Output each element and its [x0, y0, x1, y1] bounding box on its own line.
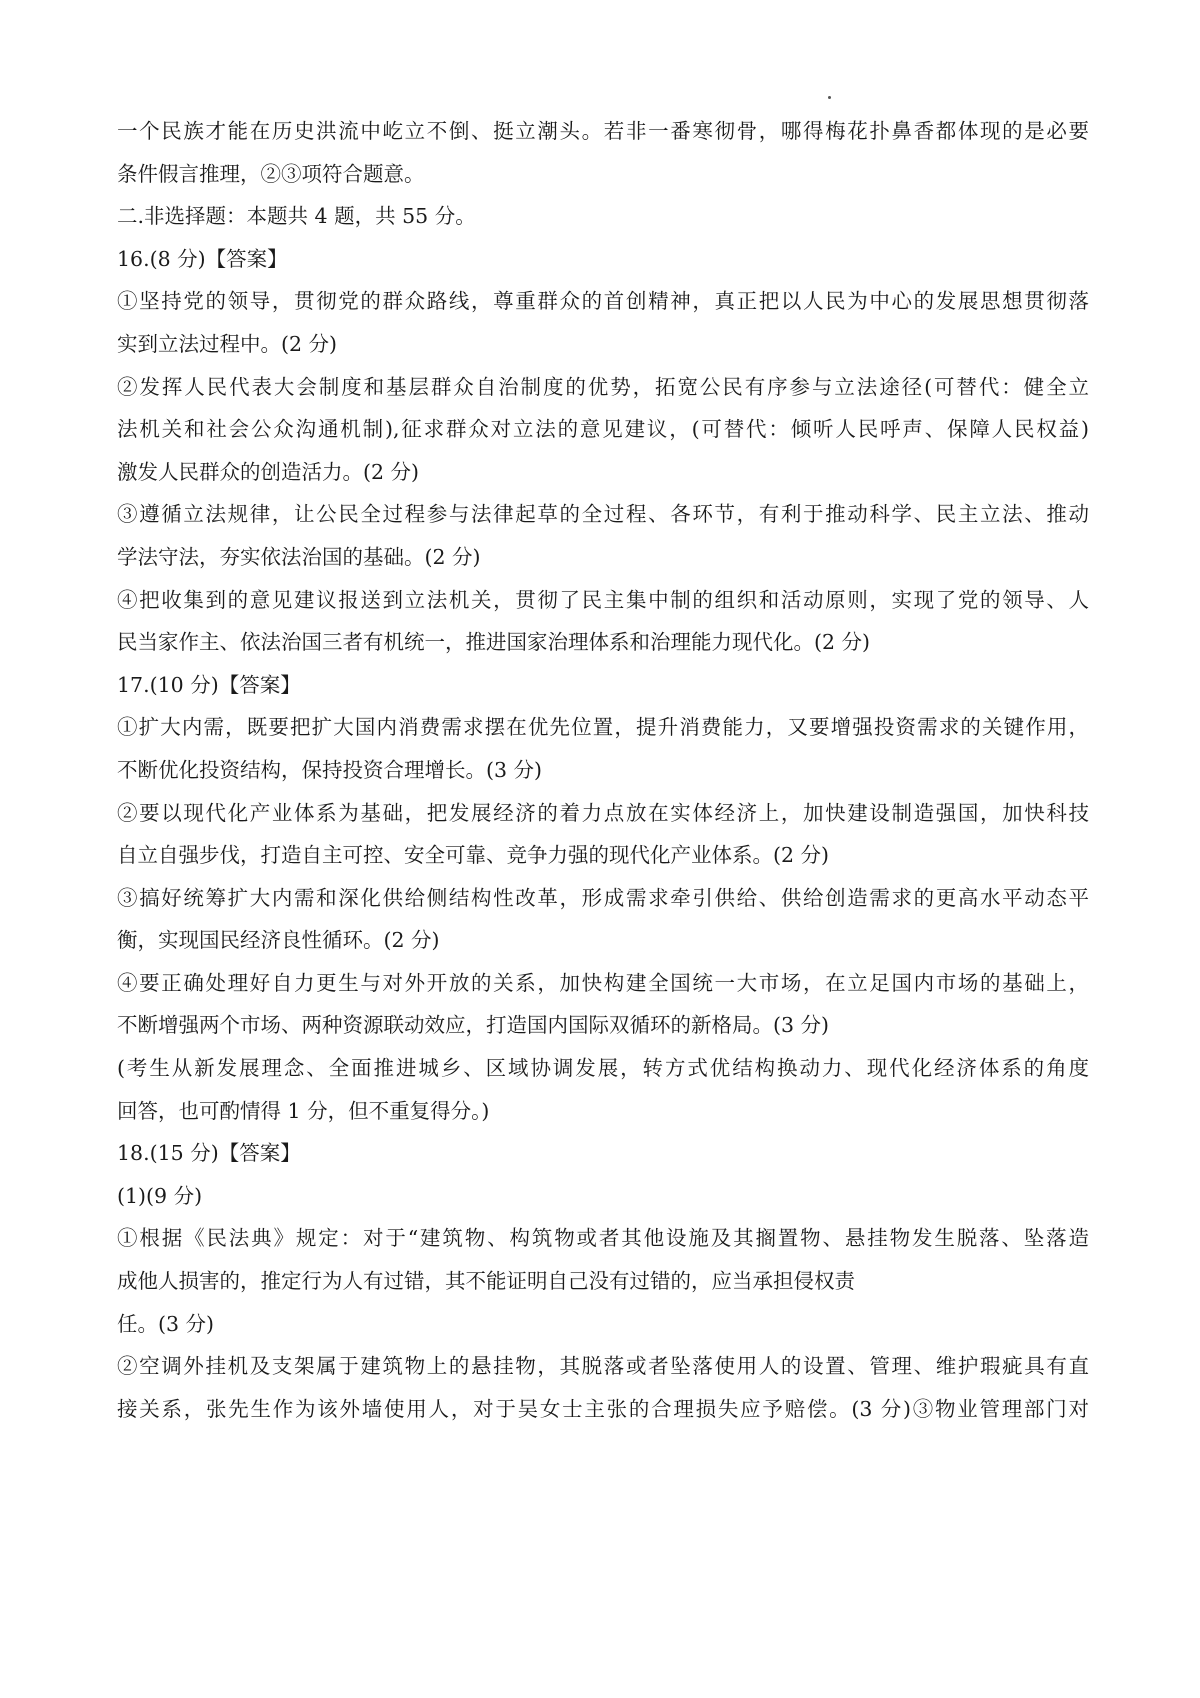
text-line: ③遵循立法规律，让公民全过程参与法律起草的全过程、各环节，有利于推动科学、民主立法、推动 [117, 502, 1089, 527]
text-line: ①坚持党的领导，贯彻党的群众路线，尊重群众的首创精神，真正把以人民为中心的发展思想贯彻落 [117, 289, 1089, 314]
text-line: ②要以现代化产业体系为基础，把发展经济的着力点放在实体经济上，加快建设制造强国，加快科技 [117, 800, 1089, 825]
text-line: 法机关和社会公众沟通机制),征求群众对立法的意见建议，(可替代：倾听人民呼声、保障人民权益) [117, 417, 1089, 442]
text-line: 实到立法过程中。(2 分) [117, 331, 338, 356]
text-line: 一个民族才能在历史洪流中屹立不倒、挺立潮头。若非一番寒彻骨，哪得梅花扑鼻香都体现的是必要 [117, 119, 1089, 143]
text-line: 自立自强步伐，打造自主可控、安全可靠、竞争力强的现代化产业体系。(2 分) [117, 843, 830, 868]
text-line: 学法守法，夯实依法治国的基础。(2 分) [117, 544, 481, 569]
text-line: 接关系，张先生作为该外墙使用人，对于吴女士主张的合理损失应予赔偿。(3 分)③物业管理部门对 [117, 1396, 1089, 1421]
question-heading: 16.(8 分)【答案】 [117, 246, 288, 271]
text-line: ①扩大内需，既要把扩大国内消费需求摆在优先位置，提升消费能力，又要增强投资需求的关键作用， [117, 715, 1089, 740]
text-line: ④要正确处理好自力更生与对外开放的关系，加快构建全国统一大市场，在立足国内市场的基础上， [117, 970, 1089, 995]
text-line: 衡，实现国民经济良性循环。(2 分) [117, 928, 440, 953]
text-line: 任。(3 分) [117, 1311, 215, 1336]
text-line: 回答，也可酌情得 1 分，但不重复得分。) [117, 1098, 490, 1123]
question-heading: 18.(15 分)【答案】 [117, 1141, 301, 1166]
text-line: ①根据《民法典》规定：对于“建筑物、构筑物或者其他设施及其搁置物、悬挂物发生脱落、坠落造 [117, 1226, 1089, 1251]
text-line: 条件假言推理，②③项符合题意。 [117, 161, 425, 186]
scan-dot [828, 96, 831, 99]
text-line: 民当家作主、依法治国三者有机统一，推进国家治理体系和治理能力现代化。(2 分) [117, 630, 871, 655]
text-line: (考生从新发展理念、全面推进城乡、区域协调发展，转方式优结构换动力、现代化经济体系的角度 [117, 1056, 1089, 1081]
text-line: 成他人损害的，推定行为人有过错，其不能证明自己没有过错的，应当承担侵权责 [117, 1269, 855, 1294]
text-line: ③搞好统筹扩大内需和深化供给侧结构性改革，形成需求牵引供给、供给创造需求的更高水平动态平 [117, 885, 1089, 910]
text-line: 激发人民群众的创造活力。(2 分) [117, 459, 420, 484]
answer-text-body [117, 118, 1089, 1438]
section-heading: 二.非选择题：本题共 4 题，共 55 分。 [117, 204, 476, 229]
text-line: 不断增强两个市场、两种资源联动效应，打造国内国际双循环的新格局。(3 分) [117, 1013, 830, 1038]
subquestion-heading: (1)(9 分) [117, 1183, 203, 1208]
text-line: 不断优化投资结构，保持投资合理增长。(3 分) [117, 757, 543, 782]
text-line: ②发挥人民代表大会制度和基层群众自治制度的优势，拓宽公民有序参与立法途径(可替代：健全立 [117, 374, 1089, 399]
question-heading: 17.(10 分)【答案】 [117, 672, 301, 697]
text-line: ④把收集到的意见建议报送到立法机关，贯彻了民主集中制的组织和活动原则，实现了党的领导、人 [117, 587, 1089, 612]
text-line: ②空调外挂机及支架属于建筑物上的悬挂物，其脱落或者坠落使用人的设置、管理、维护瑕疵具有直 [117, 1354, 1089, 1379]
